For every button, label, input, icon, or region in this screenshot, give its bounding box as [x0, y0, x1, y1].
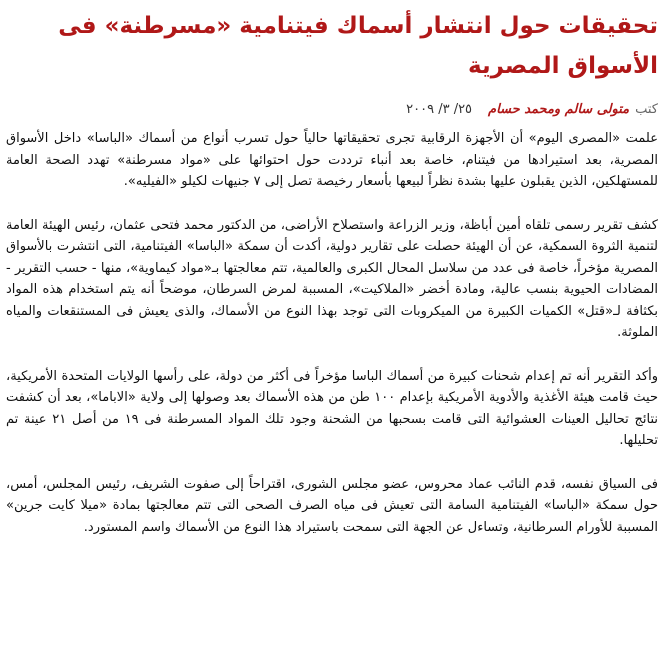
article-headline: تحقيقات حول انتشار أسماك فيتنامية «مسرطنة» فى الأسواق المصرية — [58, 13, 658, 79]
article-paragraph: كشف تقرير رسمى تلقاه أمين أباظة، وزير الزراعة واستصلاح الأراضى، من الدكتور محمد فتحى عثمان، رئيس الهيئة العامة لتنمية الثروة السمكية، عن أن الهيئة حصلت على تقارير دولية، أكدت أن سمكة «الباسا» الفيتنامية، التى انتشرت بالأسواق المصرية مؤخراً، خاصة فى عدد من سلاسل المحال الكبرى والعالمية، تتم معالجتها بـ«مواد كيماوية»، منها - حسب التقرير - المضادات الحيوية بنسب عالية، ومادة أخضر «الملاكيت»، المسببة لمرض السرطان، موضحاً أنه يتم استخدام هذه المواد بكثافة لـ«قتل» الكميات الكبيرة من الميكروبات التى توجد بهذا النوع من الأسماك، والذى يعيش فى المستنقعات والمياه الملوثة. — [6, 217, 658, 340]
article-date: ٢٥/ ٣/ ٢٠٠٩ — [406, 102, 473, 117]
article-paragraph: علمت «المصرى اليوم» أن الأجهزة الرقابية تجرى تحقيقاتها حالياً حول تسرب أنواع من أسماك «الباسا» داخل الأسواق المصرية، بعد استيرادها من فيتنام، خاصة بعد أنباء ترددت حول احتوائها على «مواد مسرطنة» تهدد الصحة العامة للمستهلكين، الذين يقبلون عليها بشدة نظراً لبيعها بأسعار رخيصة تصل إلى ٧ جنيهات لكيلو «الفيليه». — [6, 131, 658, 189]
article-paragraph: فى السياق نفسه، قدم النائب عماد محروس، عضو مجلس الشورى، اقتراحاً إلى صفوت الشريف، رئيس المجلس، أمس، حول سمكة «الباسا» الفيتنامية السامة التى تعيش فى مياه الصرف الصحى التى تتم معالجتها بمادة «ميلا كايت جرين» المسببة للأورام السرطانية، وتساءل عن الجهة التى سمحت باستيراد هذا النوع من الأسماك واسم المستورد. — [6, 476, 658, 535]
byline-prefix: كتب — [635, 102, 658, 117]
article-paragraph: وأكد التقرير أنه تم إعدام شحنات كبيرة من أسماك الباسا مؤخراً فى أكثر من دولة، على رأسها الولايات المتحدة الأمريكية، حيث قامت هيئة الأغذية والأدوية الأمريكية بإعدام ١٠٠ طن من هذه الأسماك بعد وصولها إلى ولاية «الاباما»، بعد أن كشفت نتائج تحاليل العينات العشوائية التى قامت بسحبها من الشحنة وجود تلك المواد المسرطنة فى ١٩ من أصل ٢١ عينة تم تحليلها. — [6, 368, 659, 448]
byline-authors: متولى سالم ومحمد حسام — [488, 102, 630, 117]
article-byline — [6, 100, 658, 120]
article-body — [6, 128, 658, 538]
